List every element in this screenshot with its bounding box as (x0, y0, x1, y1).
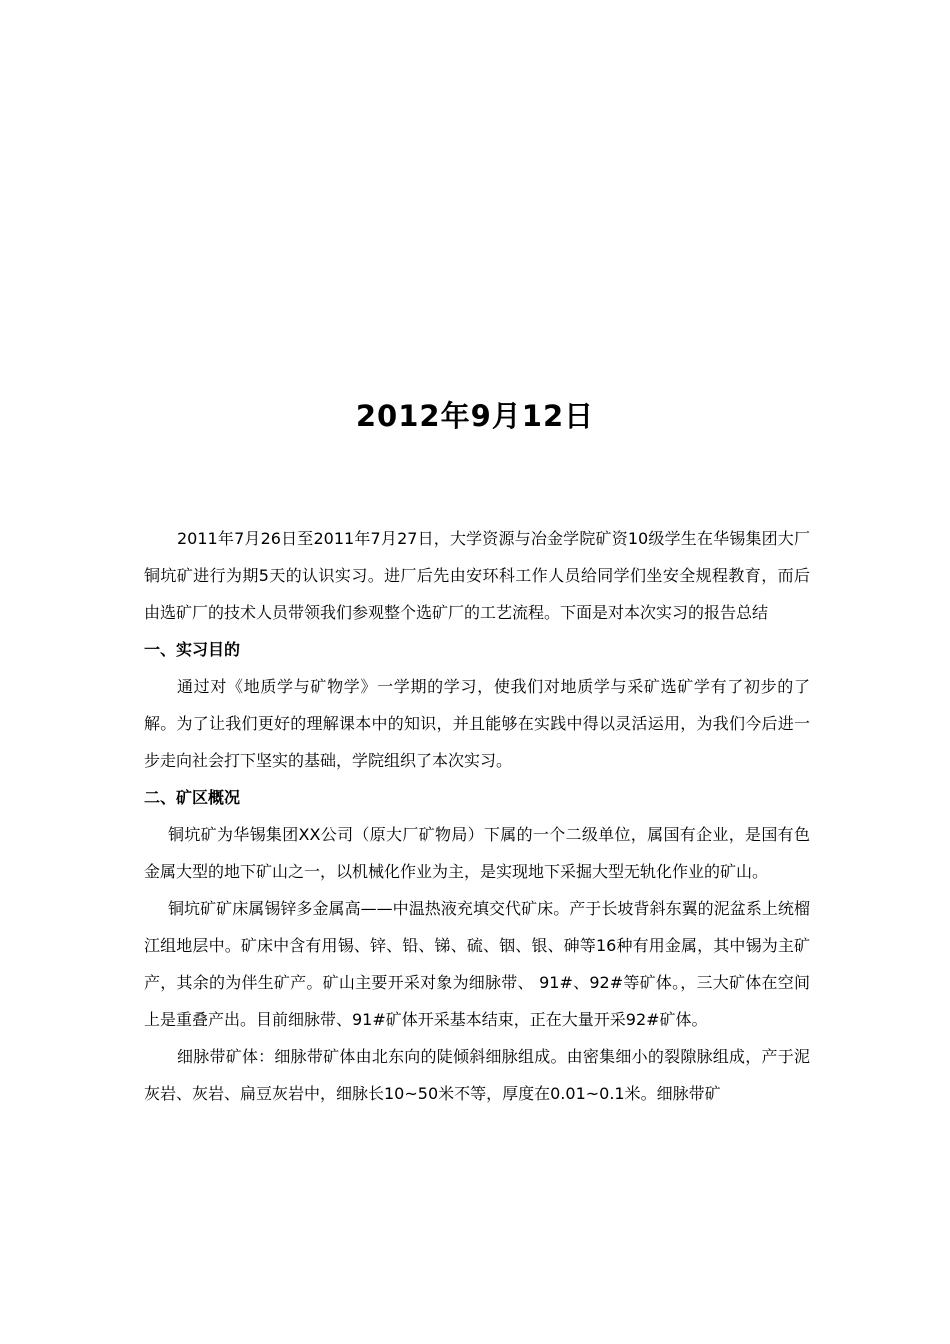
overview-paragraph-3: 细脉带矿体：细脉带矿体由北东向的陡倾斜细脉组成。由密集细小的裂隙脉组成，产于泥灰岩、灰岩、扁豆灰岩中，细脉长10~50米不等，厚度在0.01~0.1米。细脉带矿 (144, 1047, 810, 1103)
document-date-title: 2012年9月12日 (355, 399, 595, 433)
section-heading-purpose: 一、实习目的 (144, 640, 241, 659)
purpose-paragraph: 通过对《地质学与矿物学》一学期的学习，使我们对地质学与采矿选矿学有了初步的了解。为了让我们更好的理解课本中的知识，并且能够在实践中得以灵活运用，为我们今后进一步走向社会打下坚实的基础，学院组织了本次实习。 (144, 677, 810, 770)
overview-paragraph-1: 铜坑矿为华锡集团XX公司（原大厂矿物局）下属的一个二级单位，属国有企业，是国有色金属大型的地下矿山之一，以机械化作业为主，是实现地下采掘大型无轨化作业的矿山。 (144, 825, 810, 881)
section-heading-overview: 二、矿区概况 (144, 788, 241, 807)
overview-paragraph-2: 铜坑矿矿床属锡锌多金属高——中温热液充填交代矿床。产于长坡背斜东翼的泥盆系上统榴江组地层中。矿床中含有用锡、锌、铅、锑、硫、铟、银、砷等16种有用金属，其中锡为主矿产，其余的为伴生矿产。矿山主要开采对象为细脉带、 91#、92#等矿体。，三大矿体在空间上是重叠产出。目前细脉带、91#矿体开采基本结束，正在大量开采92#矿体。 (144, 899, 810, 1029)
intro-paragraph: 2011年7月26日至2011年7月27日，大学资源与冶金学院矿资10级学生在华锡集团大厂铜坑矿进行为期5天的认识实习。进厂后先由安环科工作人员给同学们坐安全规程教育，而后由选矿厂的技术人员带领我们参观整个选矿厂的工艺流程。下面是对本次实习的报告总结 (144, 529, 810, 622)
document-body (144, 520, 810, 1112)
